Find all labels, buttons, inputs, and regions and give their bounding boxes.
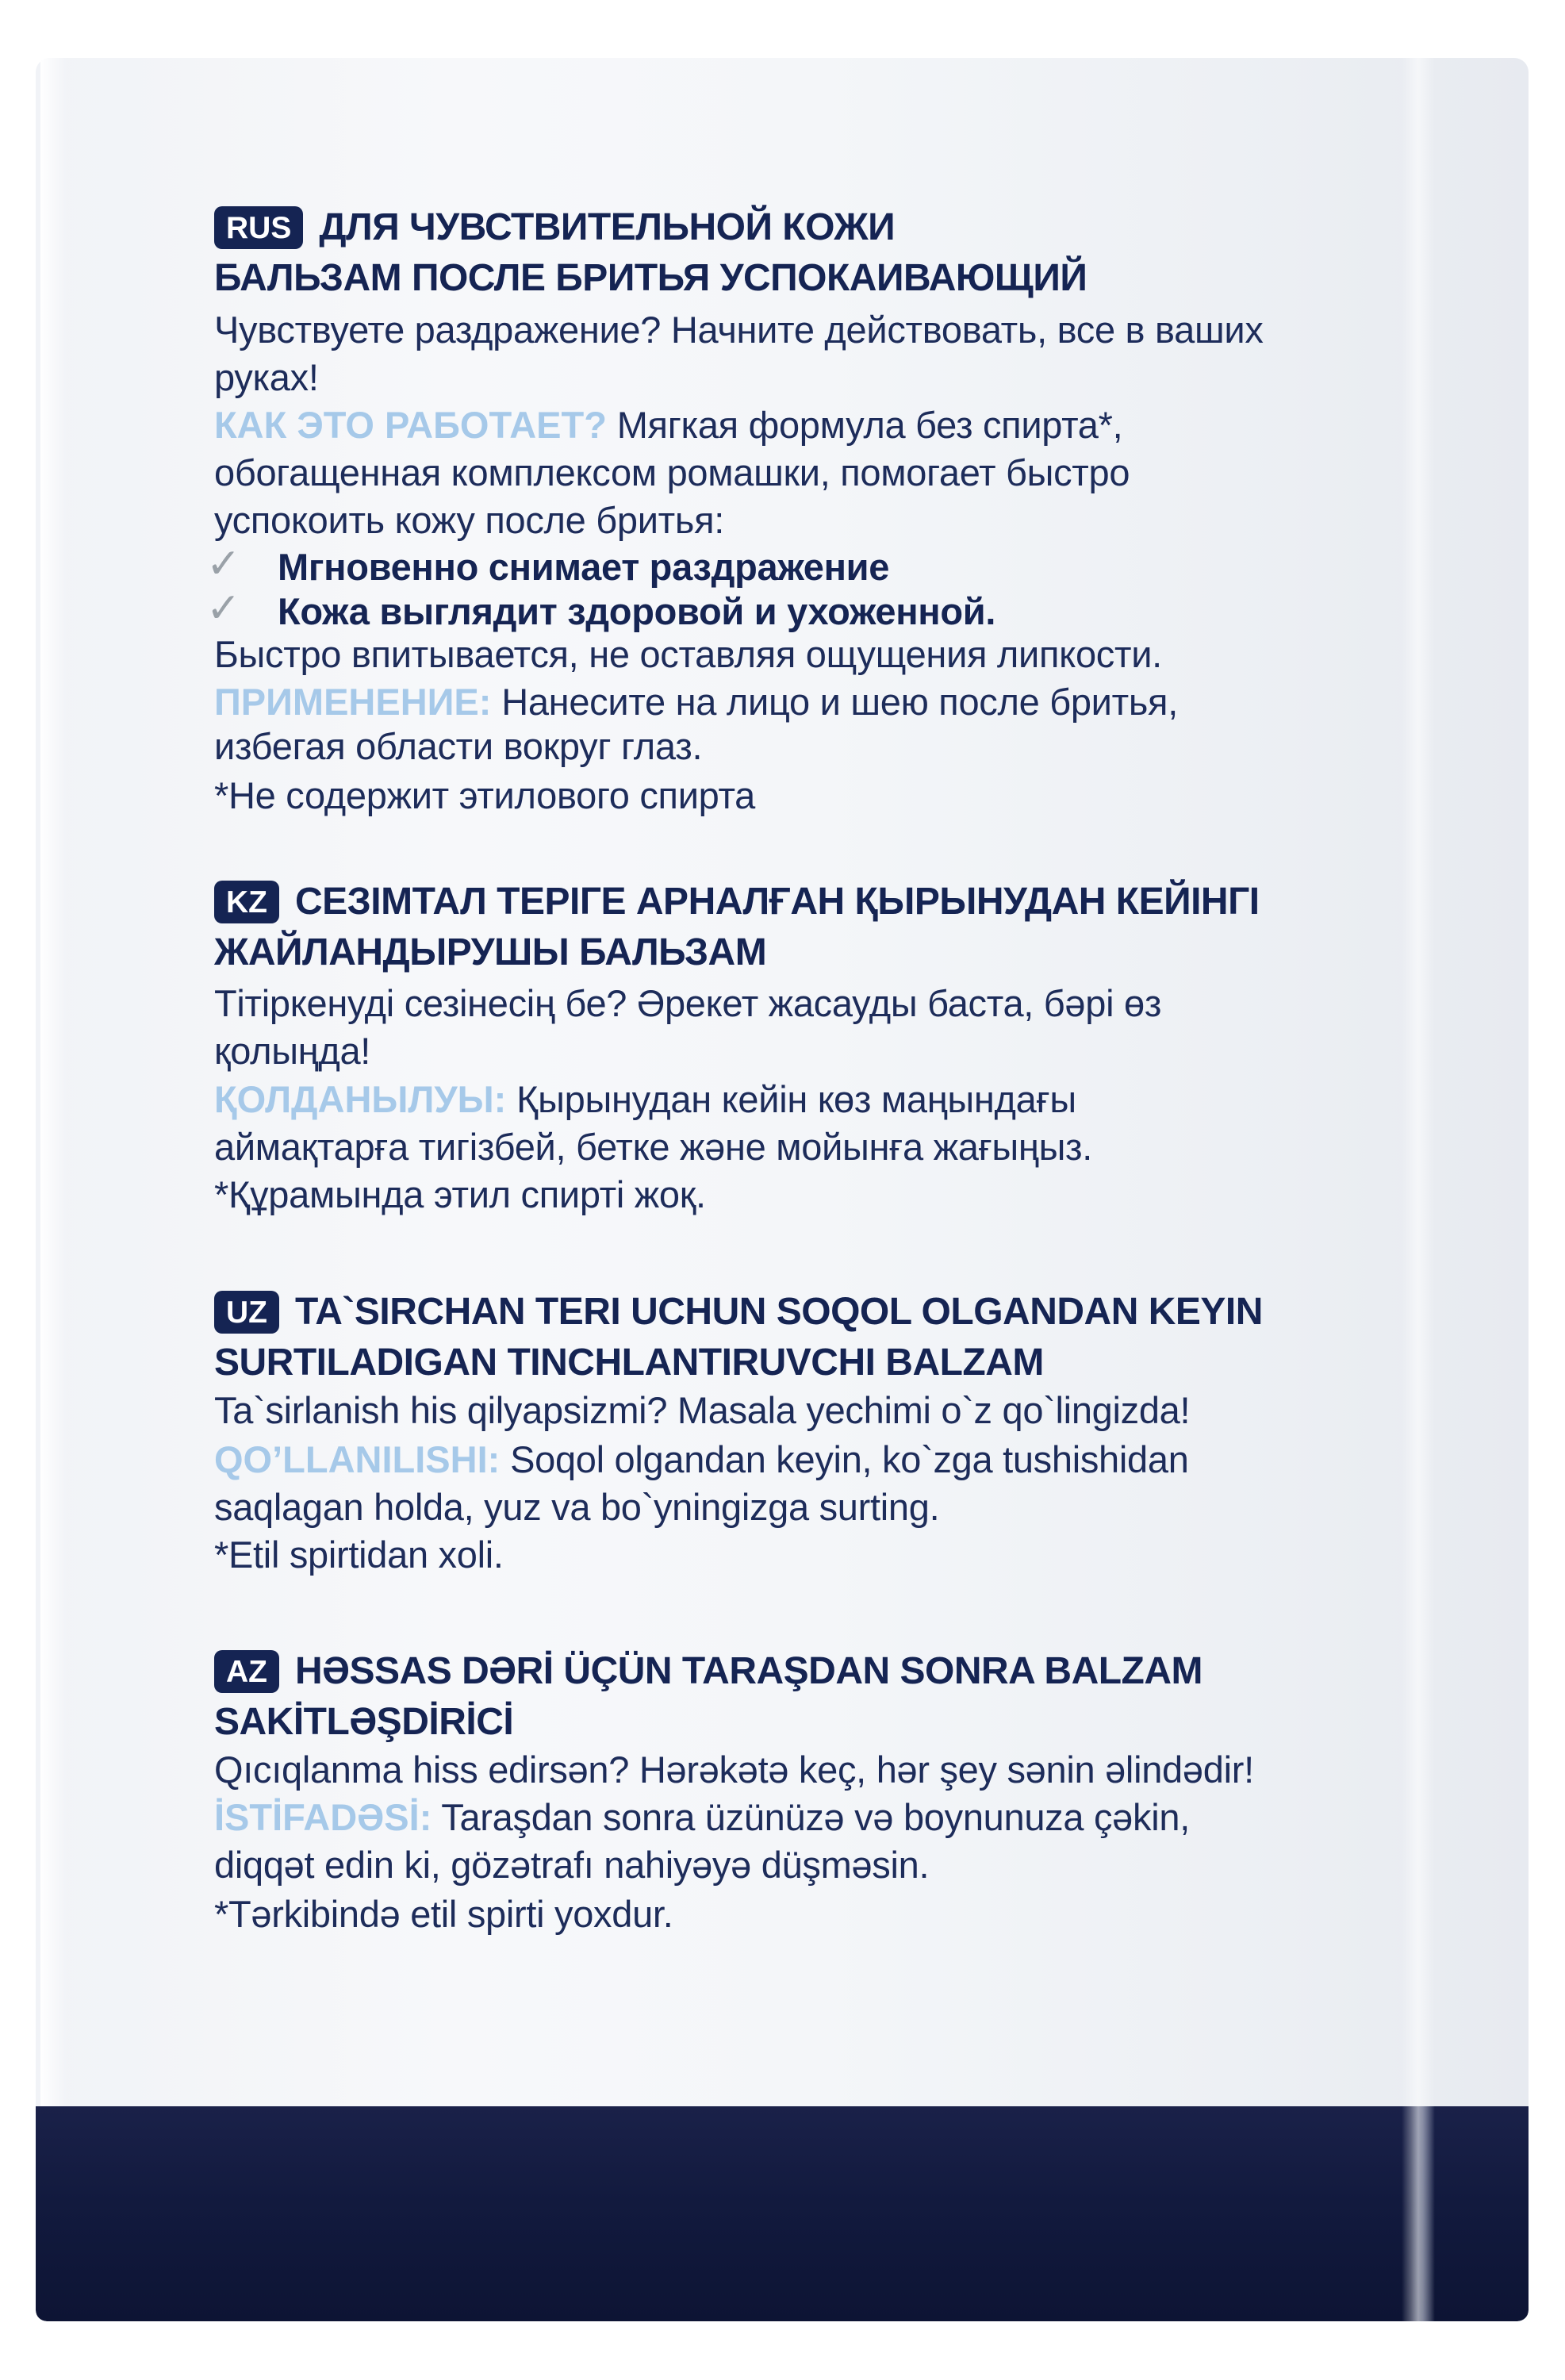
rus-how-line-3: успокоить кожу после бритья: bbox=[214, 499, 724, 541]
checkmark-icon: ✓ bbox=[206, 541, 241, 587]
uz-title-text-1: TA`SIRCHAN TERI UCHUN SOQOL OLGANDAN KEYIN bbox=[295, 1291, 1263, 1333]
az-footnote: *Tərkibində etil spirti yoxdur. bbox=[214, 1893, 673, 1935]
uz-usage-label: QO’LLANILISHI: bbox=[214, 1438, 501, 1480]
rus-intro-line-1: Чувствуете раздражение? Начните действовать, все в ваших bbox=[214, 309, 1264, 351]
lang-badge-rus: RUS bbox=[214, 206, 303, 249]
kz-footnote: *Құрамында этил спирті жоқ. bbox=[214, 1173, 706, 1215]
bottom-navy-band bbox=[36, 2106, 1529, 2321]
az-usage-line-1 bbox=[214, 1795, 1190, 1840]
kz-intro-line-1: Тітіркенуді сезінесің бе? Әрекет жасауды баста, бәрі өз bbox=[214, 982, 1162, 1024]
rus-footnote: *Не содержит этилового спирта bbox=[214, 774, 756, 816]
rus-check-item-2: Кожа выглядит здоровой и ухоженной. bbox=[278, 590, 996, 632]
rus-how-line-2: обогащенная комплексом ромашки, помогает быстро bbox=[214, 451, 1130, 493]
section-uz-title-line-1 bbox=[214, 1290, 1263, 1334]
section-rus-title-line-2: БАЛЬЗАМ ПОСЛЕ БРИТЬЯ УСПОКАИВАЮЩИЙ bbox=[214, 257, 1087, 299]
kz-usage-rest-1: Қырынудан кейін көз маңындағы bbox=[506, 1078, 1076, 1120]
section-kz-title-line-1 bbox=[214, 880, 1260, 924]
section-az-title-line-1 bbox=[214, 1649, 1203, 1694]
lang-badge-az: AZ bbox=[214, 1650, 279, 1693]
kz-usage-line-2: аймақтарға тигізбей, бетке және мойынға жағыңыз. bbox=[214, 1126, 1093, 1168]
az-usage-line-2: diqqət edin ki, gözətrafı nahiyəyə düşməsin. bbox=[214, 1844, 930, 1886]
checkmark-icon: ✓ bbox=[206, 585, 241, 631]
rus-usage-line-1 bbox=[214, 680, 1178, 724]
uz-intro-line-1: Ta`sirlanish his qilyapsizmi? Masala yechimi o`z qo`lingizda! bbox=[214, 1389, 1191, 1431]
rus-title-text-1: ДЛЯ ЧУВСТВИТЕЛЬНОЙ КОЖИ bbox=[319, 206, 896, 248]
rus-usage-line-2: избегая области вокруг глаз. bbox=[214, 725, 703, 767]
section-rus-title-line-1 bbox=[214, 205, 895, 250]
uz-usage-rest-1: Soqol olgandan keyin, ko`zga tushishidan bbox=[500, 1438, 1189, 1480]
lang-badge-uz: UZ bbox=[214, 1291, 279, 1334]
az-usage-label: İSTİFADƏSİ: bbox=[214, 1796, 432, 1838]
az-intro-line-1: Qıcıqlanma hiss edirsən? Hərəkətə keç, hər şey sənin əlindədir! bbox=[214, 1749, 1254, 1791]
kz-usage-line-1 bbox=[214, 1077, 1076, 1122]
rus-usage-rest-1: Нанесите на лицо и шею после бритья, bbox=[491, 681, 1178, 723]
section-az-title-line-2: SAKİTLƏŞDİRİCİ bbox=[214, 1701, 514, 1743]
rus-intro-line-2: руках! bbox=[214, 356, 319, 398]
rus-how-rest-1: Мягкая формула без спирта*, bbox=[606, 404, 1123, 446]
rus-how-line-1 bbox=[214, 403, 1122, 447]
uz-footnote: *Etil spirtidan xoli. bbox=[214, 1534, 504, 1576]
rus-how-label: КАК ЭТО РАБОТАЕТ? bbox=[214, 404, 607, 446]
az-title-text-1: HƏSSAS DƏRİ ÜÇÜN TARAŞDAN SONRA BALZAM bbox=[295, 1650, 1203, 1692]
rus-check-item-1: Мгновенно снимает раздражение bbox=[278, 546, 890, 588]
kz-title-text-1: СЕЗІМТАЛ ТЕРІГЕ АРНАЛҒАН ҚЫРЫНУДАН КЕЙІНГІ bbox=[295, 881, 1260, 923]
uz-usage-line-1 bbox=[214, 1438, 1189, 1482]
product-box-back-panel bbox=[36, 58, 1529, 2321]
lang-badge-kz: KZ bbox=[214, 881, 279, 923]
section-kz-title-line-2: ЖАЙЛАНДЫРУШЫ БАЛЬЗАМ bbox=[214, 931, 767, 973]
section-uz-title-line-2: SURTILADIGAN TINCHLANTIRUVCHI BALZAM bbox=[214, 1342, 1044, 1384]
uz-usage-line-2: saqlagan holda, yuz va bo`yningizga surting. bbox=[214, 1486, 940, 1528]
az-usage-rest-1: Taraşdan sonra üzünüzə və boynunuza çəkin, bbox=[432, 1796, 1190, 1838]
kz-usage-label: ҚОЛДАНЫЛУЫ: bbox=[214, 1078, 507, 1120]
kz-intro-line-2: қолыңда! bbox=[214, 1030, 371, 1072]
rus-usage-label: ПРИМЕНЕНИЕ: bbox=[214, 681, 492, 723]
rus-absorb-line: Быстро впитывается, не оставляя ощущения липкости. bbox=[214, 633, 1162, 675]
